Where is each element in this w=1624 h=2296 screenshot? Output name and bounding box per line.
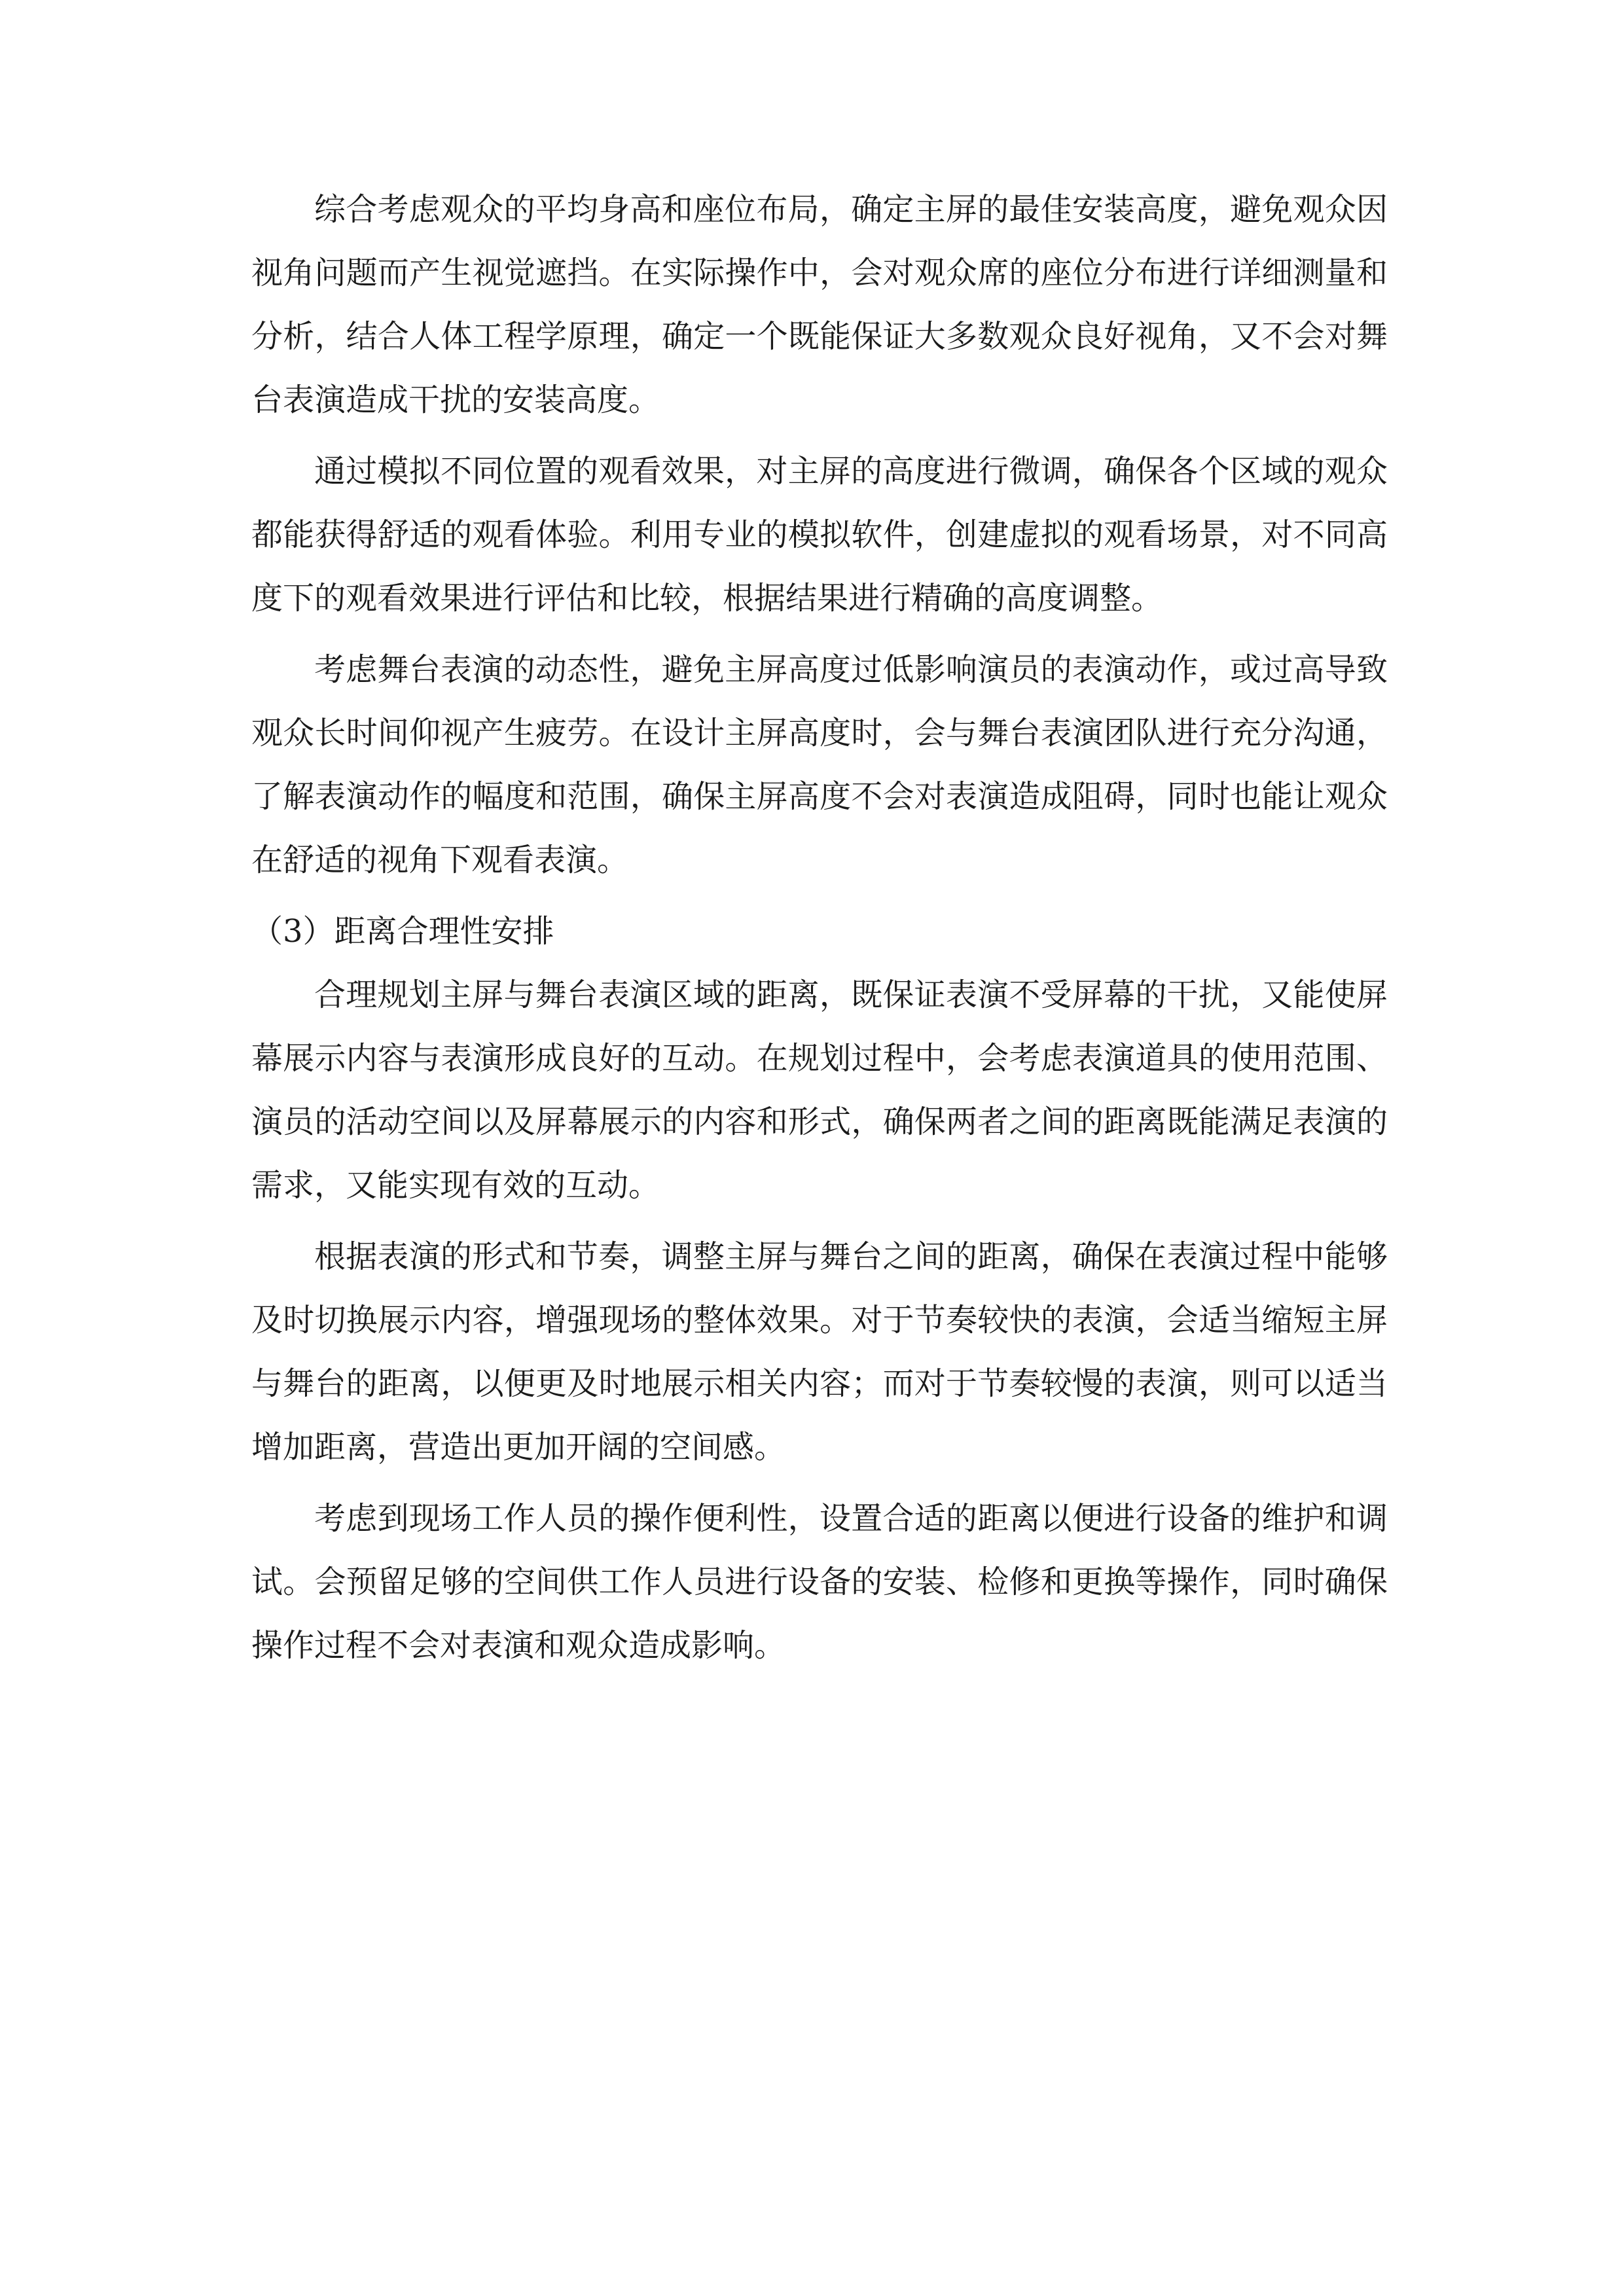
paragraph-distance-planning: 合理规划主屏与舞台表演区域的距离，既保证表演不受屏幕的干扰，又能使屏幕展示内容与表演形成良好的互动。在规划过程中，会考虑表演道具的使用范围、演员的活动空间以及屏幕展示的内容和形式，确保两者之间的距离既能满足表演的需求，又能实现有效的互动。 xyxy=(251,977,1388,1204)
section-heading: （3）距离合理性安排 xyxy=(251,913,554,950)
document-body xyxy=(251,178,1388,1685)
paragraph-maintenance-space: 考虑到现场工作人员的操作便利性，设置合适的距离以便进行设备的维护和调试。会预留足够的空间供工作人员进行设备的安装、检修和更换等操作，同时确保操作过程不会对表演和观众造成影响。 xyxy=(251,1500,1388,1664)
paragraph-distance-rhythm: 根据表演的形式和节奏，调整主屏与舞台之间的距离，确保在表演过程中能够及时切换展示内容，增强现场的整体效果。对于节奏较快的表演，会适当缩短主屏与舞台的距离，以便更及时地展示相关内容；而对于节奏较慢的表演，则可以适当增加距离，营造出更加开阔的空间感。 xyxy=(251,1238,1388,1465)
paragraph-viewing-height: 综合考虑观众的平均身高和座位布局，确定主屏的最佳安装高度，避免观众因视角问题而产生视觉遮挡。在实际操作中，会对观众席的座位分布进行详细测量和分析，结合人体工程学原理，确定一个既能保证大多数观众良好视角，又不会对舞台表演造成干扰的安装高度。 xyxy=(251,191,1388,418)
paragraph-simulation-adjustment: 通过模拟不同位置的观看效果，对主屏的高度进行微调，确保各个区域的观众都能获得舒适的观看体验。利用专业的模拟软件，创建虚拟的观看场景，对不同高度下的观看效果进行评估和比较，根据结果进行精确的高度调整。 xyxy=(251,453,1388,617)
paragraph-stage-dynamics: 考虑舞台表演的动态性，避免主屏高度过低影响演员的表演动作，或过高导致观众长时间仰视产生疲劳。在设计主屏高度时，会与舞台表演团队进行充分沟通，了解表演动作的幅度和范围，确保主屏高度不会对表演造成阻碍，同时也能让观众在舒适的视角下观看表演。 xyxy=(251,651,1388,878)
